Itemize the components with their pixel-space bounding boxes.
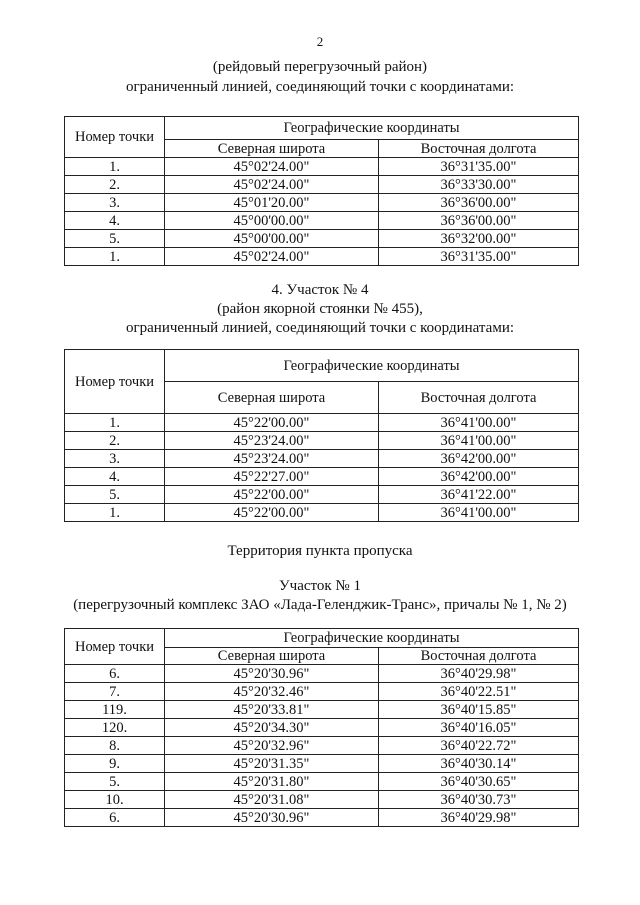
north-latitude-cell: 45°02'24.00" [165,158,379,176]
header-geo-coordinates: Географические координаты [165,629,579,648]
table-row [65,665,579,683]
east-longitude-cell: 36°41'00.00" [379,504,579,522]
table-row [65,791,579,809]
east-longitude-cell: 36°42'00.00" [379,450,579,468]
north-latitude-cell: 45°23'24.00" [165,450,379,468]
table-row [65,450,579,468]
east-longitude-cell: 36°40'22.51" [379,683,579,701]
table-row [65,432,579,450]
north-latitude-cell: 45°02'24.00" [165,176,379,194]
section3-heading-line2: (перегрузочный комплекс ЗАО «Лада-Геленджик-Транс», причалы № 1, № 2) [73,597,567,613]
table-row [65,809,579,827]
north-latitude-cell: 45°22'00.00" [165,486,379,504]
north-latitude-cell: 45°00'00.00" [165,212,379,230]
east-longitude-cell: 36°40'15.85" [379,701,579,719]
east-longitude-cell: 36°40'29.98" [379,665,579,683]
north-latitude-cell: 45°02'24.00" [165,248,379,266]
point-number-cell: 5. [65,486,165,504]
north-latitude-cell: 45°22'00.00" [165,414,379,432]
section2-heading-line3: ограниченный линией, соединяющий точки с координатами: [125,320,515,336]
page-number: 2 [316,34,324,49]
table-row [65,773,579,791]
east-longitude-cell: 36°42'00.00" [379,468,579,486]
table-row [65,194,579,212]
point-number-cell: 5. [65,773,165,791]
point-number-cell: 119. [65,701,165,719]
point-number-cell: 120. [65,719,165,737]
north-latitude-cell: 45°20'30.96" [165,665,379,683]
east-longitude-cell: 36°31'35.00" [379,248,579,266]
header-point-number: Номер точки [65,629,165,665]
north-latitude-cell: 45°20'30.96" [165,809,379,827]
table-row [65,176,579,194]
section1-heading-line1: (рейдовый перегрузочный район) [212,59,428,75]
header-north-latitude: Северная широта [165,140,379,158]
header-point-number: Номер точки [65,350,165,414]
header-east-longitude: Восточная долгота [379,140,579,158]
point-number-cell: 1. [65,504,165,522]
point-number-cell: 6. [65,809,165,827]
table-row [65,468,579,486]
point-number-cell: 4. [65,212,165,230]
section2-heading-line2: (район якорной стоянки № 455), [217,301,423,317]
point-number-cell: 5. [65,230,165,248]
east-longitude-cell: 36°36'00.00" [379,194,579,212]
point-number-cell: 7. [65,683,165,701]
table-row [65,158,579,176]
east-longitude-cell: 36°41'00.00" [379,432,579,450]
header-north-latitude: Северная широта [165,648,379,665]
table-row [65,755,579,773]
table-row [65,701,579,719]
table-row [65,719,579,737]
east-longitude-cell: 36°40'22.72" [379,737,579,755]
header-north-latitude: Северная широта [165,382,379,414]
east-longitude-cell: 36°40'30.73" [379,791,579,809]
point-number-cell: 9. [65,755,165,773]
table-row [65,230,579,248]
north-latitude-cell: 45°22'00.00" [165,504,379,522]
east-longitude-cell: 36°40'16.05" [379,719,579,737]
point-number-cell: 2. [65,176,165,194]
point-number-cell: 10. [65,791,165,809]
coordinates-table-3 [64,628,579,827]
section3-heading-line1: Участок № 1 [279,578,361,594]
north-latitude-cell: 45°20'31.08" [165,791,379,809]
section2-heading-line1: 4. Участок № 4 [271,282,369,298]
north-latitude-cell: 45°22'27.00" [165,468,379,486]
point-number-cell: 6. [65,665,165,683]
east-longitude-cell: 36°40'29.98" [379,809,579,827]
header-geo-coordinates: Географические координаты [165,350,579,382]
north-latitude-cell: 45°01'20.00" [165,194,379,212]
coordinates-table-1 [64,116,579,266]
point-number-cell: 4. [65,468,165,486]
point-number-cell: 8. [65,737,165,755]
north-latitude-cell: 45°20'31.80" [165,773,379,791]
header-east-longitude: Восточная долгота [379,648,579,665]
east-longitude-cell: 36°40'30.65" [379,773,579,791]
east-longitude-cell: 36°33'30.00" [379,176,579,194]
north-latitude-cell: 45°20'32.46" [165,683,379,701]
table-row [65,504,579,522]
point-number-cell: 1. [65,414,165,432]
point-number-cell: 1. [65,248,165,266]
header-geo-coordinates: Географические координаты [165,117,579,140]
header-east-longitude: Восточная долгота [379,382,579,414]
table-row [65,486,579,504]
table-row [65,737,579,755]
coordinates-table-2 [64,349,579,522]
north-latitude-cell: 45°20'34.30" [165,719,379,737]
header-point-number: Номер точки [65,117,165,158]
north-latitude-cell: 45°20'31.35" [165,755,379,773]
north-latitude-cell: 45°20'32.96" [165,737,379,755]
north-latitude-cell: 45°23'24.00" [165,432,379,450]
north-latitude-cell: 45°00'00.00" [165,230,379,248]
point-number-cell: 3. [65,194,165,212]
east-longitude-cell: 36°31'35.00" [379,158,579,176]
east-longitude-cell: 36°41'22.00" [379,486,579,504]
east-longitude-cell: 36°32'00.00" [379,230,579,248]
table-row [65,683,579,701]
east-longitude-cell: 36°36'00.00" [379,212,579,230]
table-row [65,212,579,230]
section1-heading-line2: ограниченный линией, соединяющий точки с координатами: [125,79,515,95]
east-longitude-cell: 36°41'00.00" [379,414,579,432]
point-number-cell: 1. [65,158,165,176]
table-row [65,414,579,432]
east-longitude-cell: 36°40'30.14" [379,755,579,773]
table-row [65,248,579,266]
north-latitude-cell: 45°20'33.81" [165,701,379,719]
territory-heading: Территория пункта пропуска [227,543,413,559]
point-number-cell: 2. [65,432,165,450]
point-number-cell: 3. [65,450,165,468]
